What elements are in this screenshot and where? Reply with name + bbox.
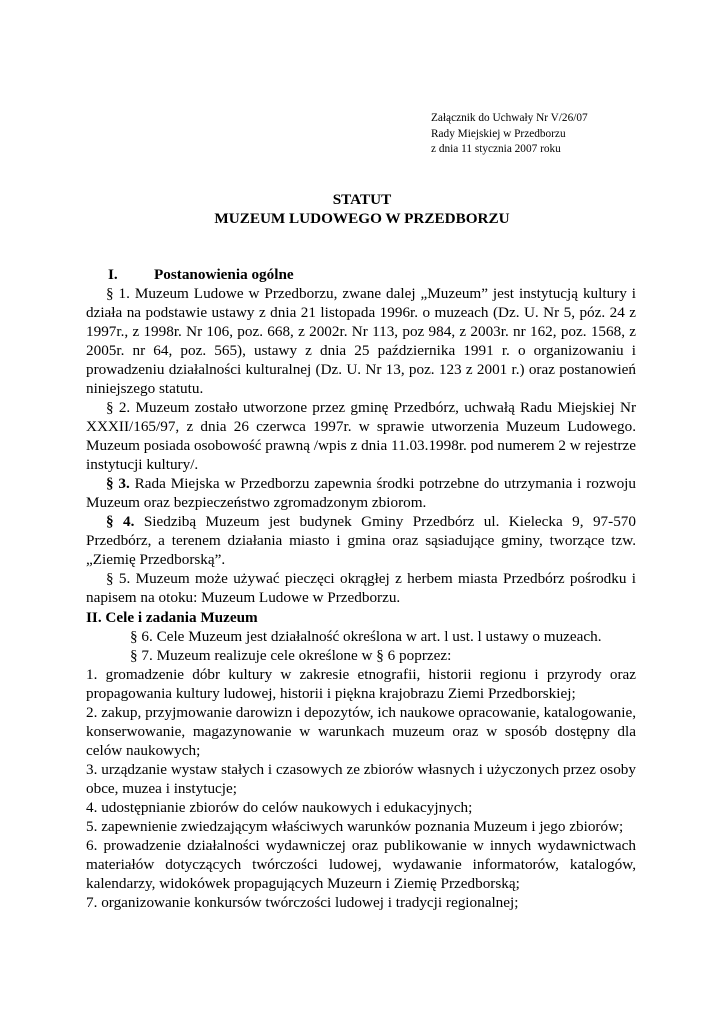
paragraph-2: § 2. Muzeum zostało utworzone przez gminę Przedbórz, uchwałą Radu Miejskiej Nr XXXII/165/97, z dnia 26 czerwca 1997r. w sprawie utworzenia Muzeum Ludowego. Muzeum posiada osobowość prawną /wpis z dnia 11.03.1998r. pod numerem 2 w rejestrze instytucji kultury/. <box>86 399 636 473</box>
paragraph-3 <box>86 474 636 512</box>
attachment-line-2: Rady Miejskiej w Przedborzu <box>431 127 566 140</box>
list-item: 6. prowadzenie działalności wydawniczej oraz publikowanie w innych wydawnictwach materiałów dotyczących twórczości ludowej, wydawanie informatorów, katalogów, kalendarzy, widokówek propagujących Muzeurn i Ziemię Przedborską; <box>86 837 636 892</box>
section-goals-and-tasks <box>86 608 636 912</box>
paragraph-4 <box>86 512 636 569</box>
list-item: 2. zakup, przyjmowanie darowizn i depozytów, ich naukowe opracowanie, katalogowanie, konserwowanie, magazynowanie w warunkach muzeum oraz w sposób dostępny dla celów naukowych; <box>86 704 636 759</box>
section-1-heading <box>86 265 636 284</box>
section-1-title: Postanowienia ogólne <box>154 266 294 283</box>
attachment-note <box>431 111 588 158</box>
paragraph-3-text: Rada Miejska w Przedborzu zapewnia środki potrzebne do utrzymania i rozwoju Muzeum oraz bezpieczeństwo zgromadzonym zbiorom. <box>86 475 636 511</box>
paragraph-6: § 6. Cele Muzeum jest działalność określona w art. l ust. l ustawy o muzeach. <box>130 628 602 645</box>
paragraph-7: § 7. Muzeum realizuje cele określone w § 6 poprzez: <box>130 647 452 664</box>
document-title: STATUT <box>332 191 392 208</box>
section-general-provisions <box>86 265 636 607</box>
section-1-number: I. <box>108 266 118 283</box>
list-item: 5. zapewnienie zwiedzającym właściwych warunków poznania Muzeum i jego zbiorów; <box>86 818 624 835</box>
document-subtitle: MUZEUM LUDOWEGO W PRZEDBORZU <box>214 210 510 227</box>
list-item: 3. urządzanie wystaw stałych i czasowych ze zbiorów własnych i użyczonych przez osoby obce, muzea i instytucje; <box>86 761 636 797</box>
paragraph-4-mark: § 4. <box>106 513 135 530</box>
attachment-line-3: z dnia 11 stycznia 2007 roku <box>431 143 561 155</box>
attachment-line-1: Załącznik do Uchwały Nr V/26/07 <box>431 112 588 124</box>
paragraph-4-text: Siedzibą Muzeum jest budynek Gminy Przedbórz ul. Kielecka 9, 97-570 Przedbórz, a terenem działania miasto i gmina oraz sąsiadujące gminy, tworzące tzw. „Ziemię Przedborską”. <box>86 513 636 568</box>
list-item: 1. gromadzenie dóbr kultury w zakresie etnografii, historii regionu i przyrody oraz propagowania kultury ludowej, historii i piękna krajobrazu Ziemi Przedborskiej; <box>86 666 636 702</box>
list-item: 4. udostępnianie zbiorów do celów naukowych i edukacyjnych; <box>86 799 473 816</box>
paragraph-5: § 5. Muzeum może używać pieczęci okrągłej z herbem miasta Przedbórz pośrodku i napisem na otoku: Muzeum Ludowe w Przedborzu. <box>86 570 636 606</box>
list-item: 7. organizowanie konkursów twórczości ludowej i tradycji regionalnej; <box>86 894 519 911</box>
paragraph-3-mark: § 3. <box>106 475 130 492</box>
section-2-heading: II. Cele i zadania Muzeum <box>86 609 258 626</box>
paragraph-1: § 1. Muzeum Ludowe w Przedborzu, zwane dalej „Muzeum” jest instytucją kultury i działa na podstawie ustawy z dnia 21 listopada 1996r. o muzeach (Dz. U. Nr 5, póz. 24 z 1997r., z 1998r. Nr 106, poz. 668, z 2002r. Nr 113, poz 984, z 2003r. nr 162, poz. 1568, z 2005r. nr 64, poz. 565), ustawy z dnia 25 października 1991 r. o organizowaniu i prowadzeniu działalności kulturalnej (Dz. U. Nr 13, poz. 123 z 2001 r.) oraz postanowień niniejszego statutu. <box>86 285 636 397</box>
